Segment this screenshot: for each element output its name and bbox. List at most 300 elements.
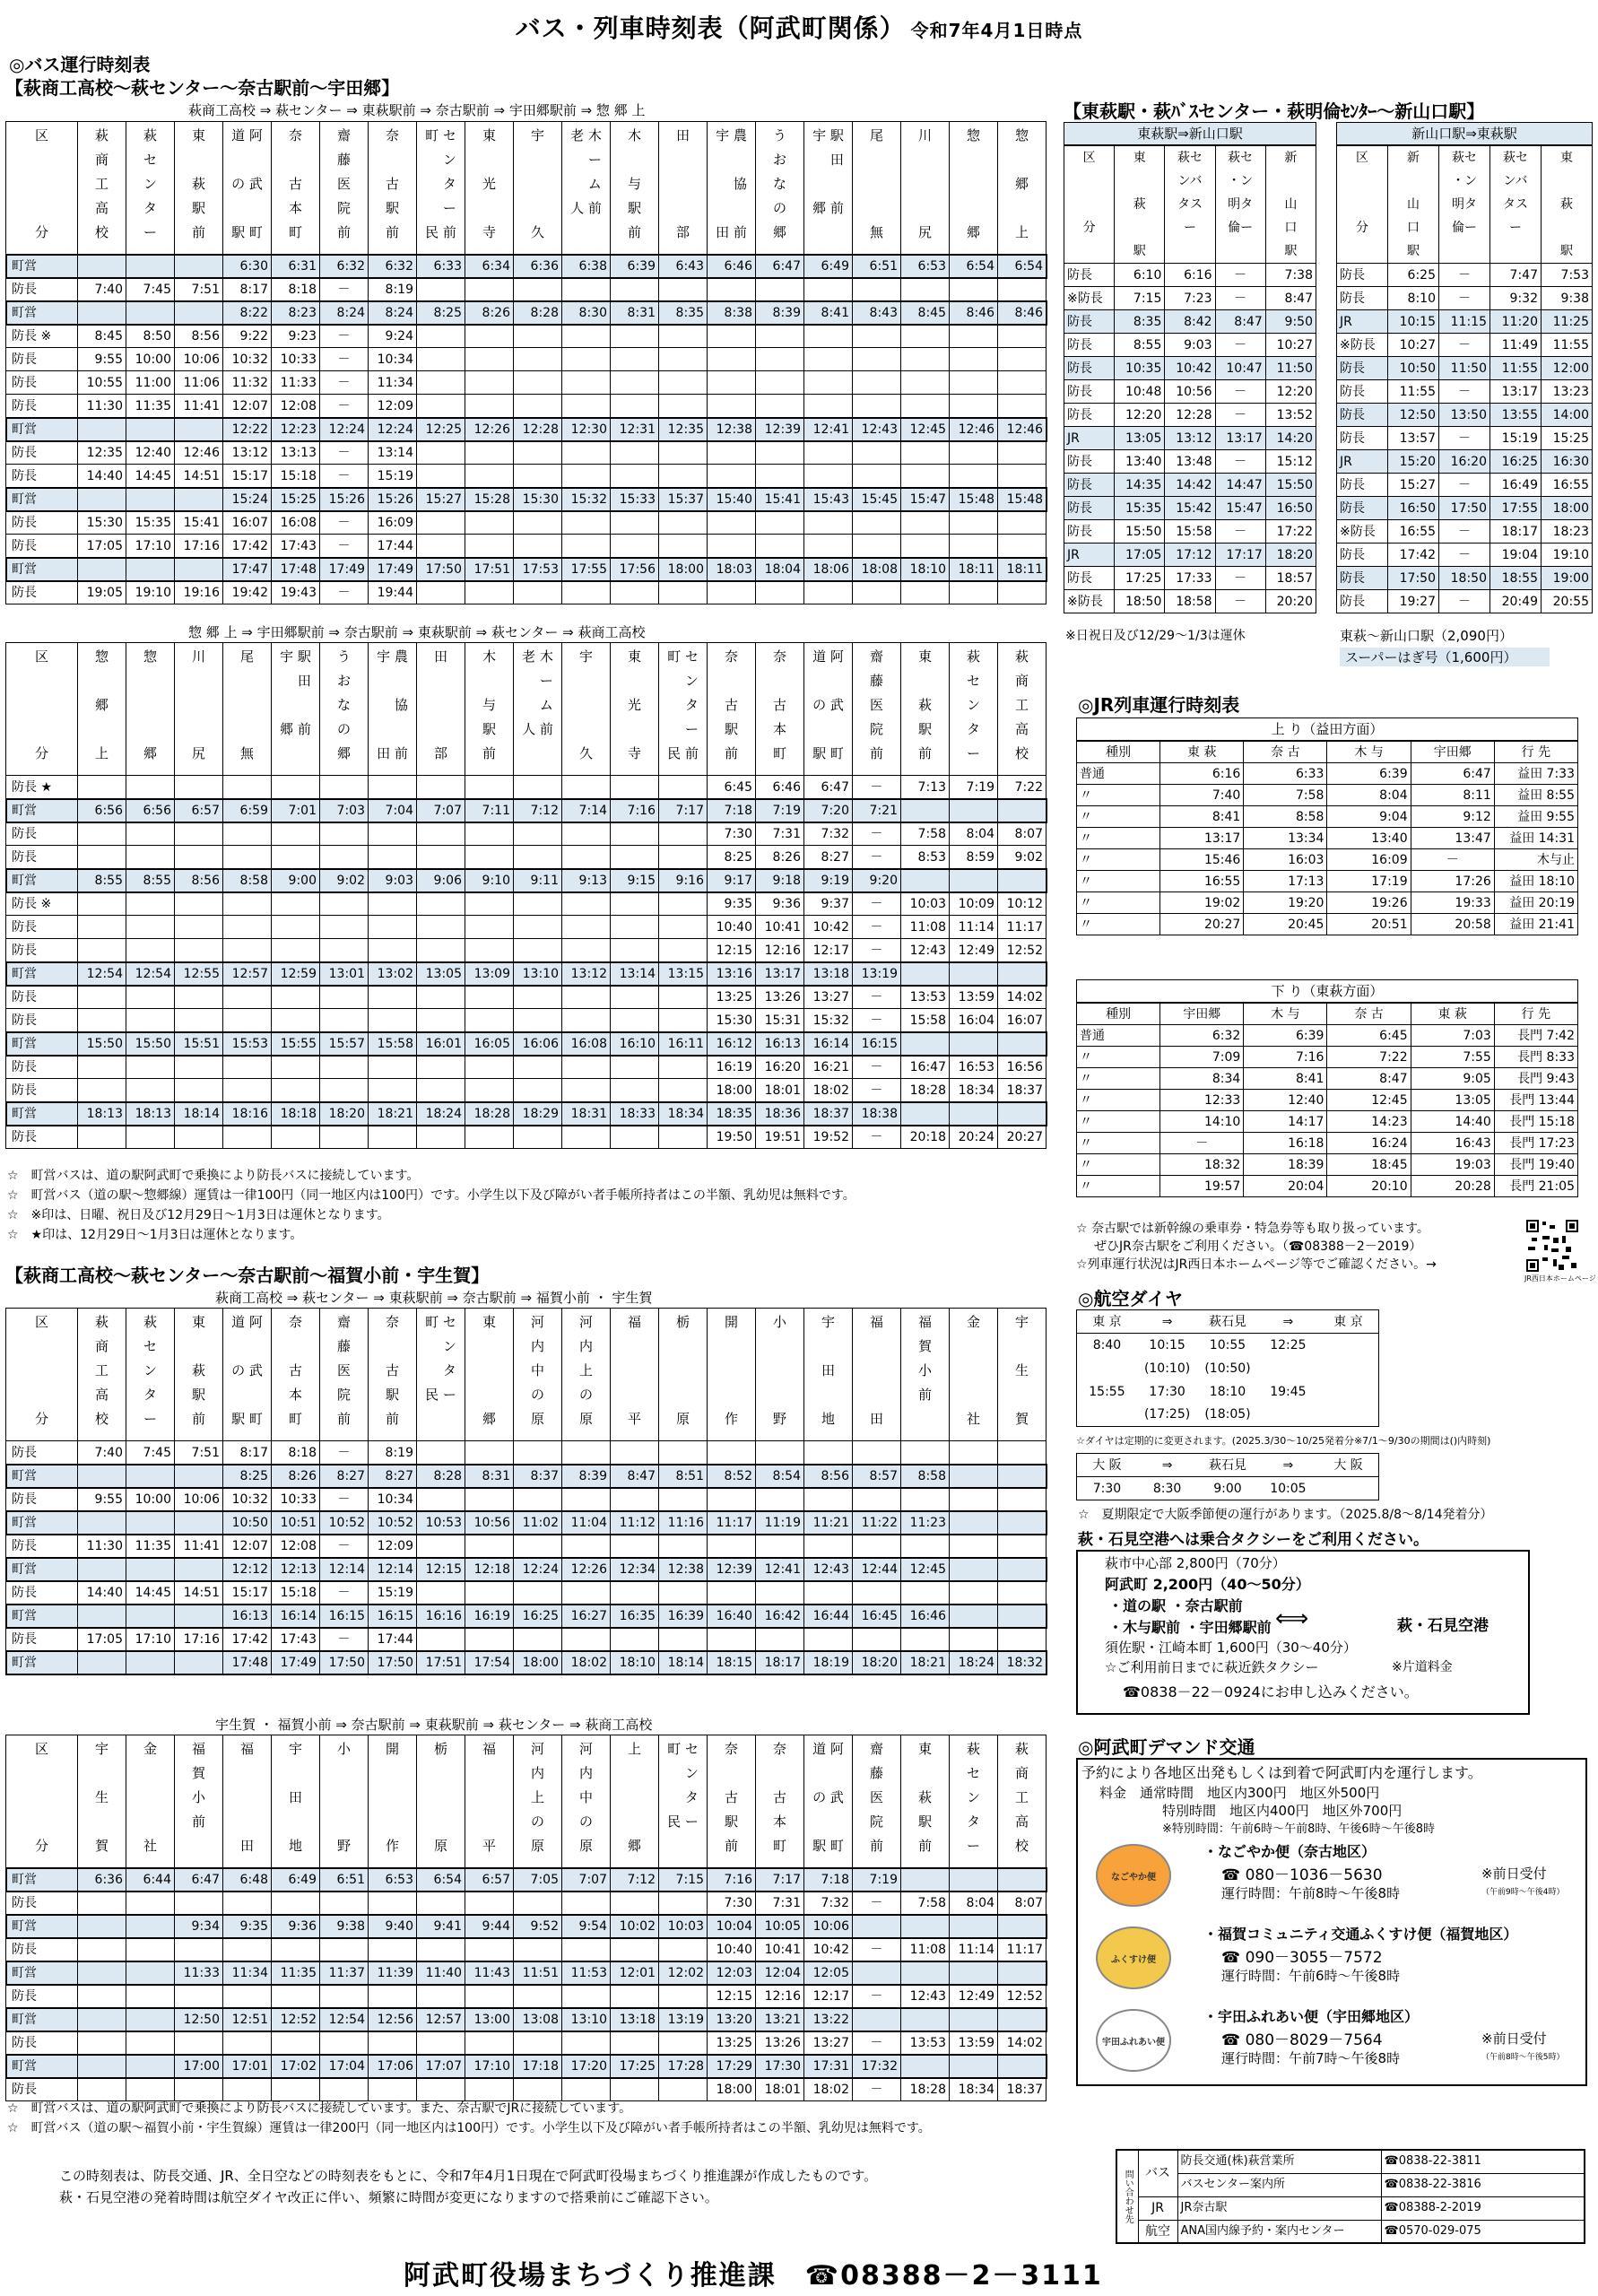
time-cell: 6:46 — [756, 776, 804, 799]
time-cell — [78, 301, 126, 325]
table-cell: 11:25 — [1542, 310, 1593, 334]
time-cell: 16:53 — [950, 1056, 998, 1079]
time-cell: 18:03 — [708, 558, 756, 581]
time-cell — [998, 1032, 1047, 1056]
time-cell — [901, 395, 950, 418]
table-cell: 益田 20:19 — [1494, 892, 1577, 914]
time-cell — [223, 986, 272, 1009]
air-osaka-table — [1076, 1453, 1379, 1500]
time-cell: 13:26 — [756, 2031, 804, 2055]
time-cell — [853, 1488, 901, 1511]
time-cell — [998, 1488, 1047, 1511]
table-cell: 14:23 — [1327, 1111, 1411, 1133]
time-cell — [175, 822, 223, 846]
time-cell — [562, 939, 611, 962]
time-cell: 10:41 — [756, 1938, 804, 1961]
time-cell — [611, 1079, 659, 1102]
time-cell — [417, 371, 465, 395]
time-cell: 6:32 — [369, 255, 417, 278]
time-cell: 12:05 — [804, 1961, 853, 1985]
contact-name: JR奈古駅 — [1177, 2196, 1381, 2220]
table-cell: － — [1439, 544, 1490, 567]
table-cell: 17:50 — [1439, 497, 1490, 520]
time-cell: 17:54 — [465, 1651, 514, 1674]
timetable-row — [6, 1009, 1047, 1032]
service-logo-1 — [1096, 1926, 1171, 1989]
table-cell: 12:50 — [1388, 404, 1439, 427]
time-cell — [175, 1009, 223, 1032]
time-cell: 8:55 — [126, 869, 175, 892]
table-cell: 18:50 — [1115, 590, 1165, 613]
operator-label: 防長 — [6, 1009, 78, 1032]
stop-header: 福 平 — [611, 1309, 659, 1441]
time-cell — [320, 1938, 369, 1961]
time-cell — [659, 1056, 708, 1079]
time-cell — [175, 1985, 223, 2008]
air-note1: ☆ダイヤは定期的に変更されます。(2025.3/30～10/25発着分※7/1～9/30の期間は()内時刻) — [1076, 1435, 1491, 1447]
time-cell: 15:28 — [465, 488, 514, 511]
contact-name: ANA国内線予約・案内センター — [1177, 2220, 1381, 2243]
time-cell — [562, 1581, 611, 1605]
stop-header: 宇 農 協 田 前 — [708, 122, 756, 255]
timetable-row — [6, 325, 1047, 348]
time-cell — [611, 1581, 659, 1605]
time-cell — [514, 1985, 562, 2008]
time-cell: 12:38 — [659, 1558, 708, 1581]
stop-header: 道 阿 の 武 駅 町 — [804, 1735, 853, 1868]
table-cell: 19:27 — [1388, 590, 1439, 613]
time-cell: 15:18 — [272, 465, 320, 488]
time-cell: 20:18 — [901, 1126, 950, 1149]
time-cell: 13:02 — [369, 962, 417, 986]
route2-outbound-table — [5, 1308, 1047, 1674]
table-cell — [1258, 1404, 1318, 1427]
time-cell: 15:48 — [950, 488, 998, 511]
time-cell: 15:19 — [369, 465, 417, 488]
time-cell — [126, 939, 175, 962]
time-cell — [417, 1126, 465, 1149]
table-cell: 6:33 — [1244, 763, 1327, 785]
time-cell — [756, 278, 804, 301]
time-cell: 12:35 — [78, 441, 126, 465]
route2-inbound-table — [5, 1735, 1047, 2101]
time-cell — [804, 348, 853, 371]
table-cell: 6:25 — [1388, 264, 1439, 287]
table-cell: 15:55 — [1089, 1384, 1125, 1399]
table-cell: 18:39 — [1244, 1154, 1327, 1176]
table-cell: 14:42 — [1165, 474, 1215, 497]
time-cell: 9:52 — [514, 1915, 562, 1938]
shinyama-left-subtitle: 東萩駅⇒新山口駅 — [1064, 122, 1316, 145]
table-row — [1337, 310, 1593, 334]
time-cell: 15:41 — [756, 488, 804, 511]
time-cell: 6:32 — [320, 255, 369, 278]
time-cell: 8:47 — [611, 1465, 659, 1488]
time-cell — [465, 2031, 514, 2055]
time-cell: 17:50 — [417, 558, 465, 581]
time-cell: 10:33 — [272, 348, 320, 371]
time-cell: 13:25 — [708, 2031, 756, 2055]
time-cell — [950, 1535, 998, 1558]
time-cell — [659, 1488, 708, 1511]
table-cell: 防長 — [1337, 357, 1388, 380]
column-header: ⇒ — [1258, 1310, 1318, 1334]
time-cell: 17:04 — [320, 2055, 369, 2078]
time-cell — [465, 916, 514, 939]
time-cell: 15:18 — [272, 1581, 320, 1605]
time-cell: 18:29 — [514, 1102, 562, 1126]
time-cell — [417, 1079, 465, 1102]
time-cell: 8:55 — [78, 869, 126, 892]
table-row — [1064, 450, 1316, 474]
table-row — [1077, 1090, 1578, 1111]
time-cell — [320, 1009, 369, 1032]
column-header: 種別 — [1077, 1004, 1160, 1025]
table-cell: 18:45 — [1327, 1154, 1411, 1176]
table-cell: 6:47 — [1411, 763, 1494, 785]
shinyama-right-subtitle: 新山口駅⇒東萩駅 — [1336, 122, 1593, 145]
operator-label: 防長 — [6, 1488, 78, 1511]
time-cell — [901, 511, 950, 535]
service-note: ※前日受付 — [1481, 2031, 1547, 2047]
time-cell — [223, 2078, 272, 2101]
stop-header: 東 萩 駅 前 — [901, 1735, 950, 1868]
time-cell: 11:17 — [998, 1938, 1047, 1961]
table-row — [1337, 474, 1593, 497]
time-cell — [175, 1511, 223, 1535]
time-cell: － — [320, 348, 369, 371]
time-cell: 12:23 — [272, 418, 320, 441]
table-cell: 6:45 — [1327, 1025, 1411, 1047]
time-cell — [223, 846, 272, 869]
time-cell: 12:03 — [708, 1961, 756, 1985]
time-cell: 12:15 — [417, 1558, 465, 1581]
time-cell: 8:57 — [853, 1465, 901, 1488]
operator-label: 町営 — [6, 558, 78, 581]
time-cell: 7:32 — [804, 1892, 853, 1915]
time-cell — [562, 846, 611, 869]
time-cell — [998, 1868, 1047, 1892]
time-cell: 15:30 — [78, 511, 126, 535]
column-header: 大 阪 — [1077, 1454, 1137, 1477]
time-cell — [417, 1581, 465, 1605]
time-cell: 10:05 — [756, 1915, 804, 1938]
table-cell: 15:50 — [1115, 520, 1165, 544]
time-cell: 17:28 — [659, 2055, 708, 2078]
time-cell — [804, 278, 853, 301]
table-cell: 9:32 — [1490, 287, 1542, 310]
table-cell: 8:40 — [1092, 1337, 1122, 1352]
table-row — [1077, 1404, 1379, 1427]
table-cell: 13:05 — [1411, 1090, 1494, 1111]
timetable-row — [6, 535, 1047, 558]
column-header: 萩セ ・ン 明タ 倫ー — [1439, 146, 1490, 264]
time-cell — [853, 581, 901, 604]
table-cell: 9:03 — [1165, 334, 1215, 357]
time-cell — [320, 776, 369, 799]
stop-header: 奈 古 本 町 — [756, 643, 804, 776]
time-cell — [901, 1628, 950, 1651]
table-cell: 8:04 — [1327, 785, 1411, 806]
time-cell: 17:51 — [417, 1651, 465, 1674]
operator-label: 防長 ※ — [6, 892, 78, 916]
table-cell: 〃 — [1077, 1154, 1160, 1176]
time-cell — [272, 892, 320, 916]
timetable-row — [6, 869, 1047, 892]
time-cell: 12:12 — [223, 1558, 272, 1581]
time-cell: 10:41 — [756, 916, 804, 939]
header-row — [1077, 1310, 1379, 1334]
jr-notes: ☆ 奈古駅では新幹線の乗車券・特急券等も取り扱っています。 ぜひJR奈古駅をご利用ください。（☎08388－2－2019） ☆列車運行状況はJR西日本ホームページ等でご確認ください。→ — [1076, 1222, 1437, 1272]
table-cell: － — [1215, 380, 1265, 404]
time-cell — [465, 581, 514, 604]
time-cell — [126, 1938, 175, 1961]
route2-title: 【萩商工高校～萩センター～奈古駅前～福賀小前・宇生賀】 — [5, 1265, 490, 1286]
time-cell — [514, 1938, 562, 1961]
column-header: 新 山 口 駅 — [1265, 146, 1316, 264]
time-cell: 18:04 — [756, 558, 804, 581]
stop-header: 宇 駅 田 郷 前 — [804, 122, 853, 255]
table-row — [1337, 334, 1593, 357]
time-cell — [708, 535, 756, 558]
service-phone: ☎ 090－3055－7572 — [1221, 1949, 1383, 1967]
table-cell: 長門 9:43 — [1494, 1068, 1577, 1090]
time-cell — [320, 2078, 369, 2101]
time-cell — [272, 822, 320, 846]
table-row — [1077, 871, 1578, 892]
time-cell: 18:02 — [804, 1079, 853, 1102]
time-cell — [853, 371, 901, 395]
time-cell — [901, 869, 950, 892]
time-cell — [756, 1535, 804, 1558]
table-cell: 防長 — [1337, 590, 1388, 613]
time-cell: 8:56 — [804, 1465, 853, 1488]
time-cell: 13:00 — [465, 2008, 514, 2031]
time-cell: 14:45 — [126, 465, 175, 488]
time-cell: 11:17 — [708, 1511, 756, 1535]
time-cell: 9:35 — [223, 1915, 272, 1938]
table-cell: 8:47 — [1265, 287, 1316, 310]
time-cell: 15:53 — [223, 1032, 272, 1056]
table-cell: 11:55 — [1490, 357, 1542, 380]
time-cell — [950, 348, 998, 371]
table-cell: 17:19 — [1327, 871, 1411, 892]
table-cell: 7:09 — [1160, 1047, 1244, 1068]
table-row — [1337, 380, 1593, 404]
column-header: 東 萩 駅 — [1542, 146, 1593, 264]
stop-header: 区 分 — [6, 1735, 78, 1868]
table-cell: 9:00 — [1213, 1481, 1242, 1496]
time-cell — [78, 488, 126, 511]
jr-qr-code[interactable] — [1526, 1220, 1578, 1272]
time-cell: 18:35 — [708, 1102, 756, 1126]
table-row — [1077, 1133, 1578, 1154]
time-cell: 19:42 — [223, 581, 272, 604]
time-cell — [175, 2031, 223, 2055]
table-cell: － — [1215, 334, 1265, 357]
time-cell — [175, 1465, 223, 1488]
time-cell: 13:59 — [950, 986, 998, 1009]
time-cell: 6:38 — [562, 255, 611, 278]
time-cell — [514, 1535, 562, 1558]
header-row — [1337, 146, 1593, 264]
table-cell: 普通 — [1077, 763, 1160, 785]
table-cell: JR — [1064, 427, 1115, 450]
table-cell: 17:33 — [1165, 567, 1215, 590]
stop-header: 福 田 — [853, 1309, 901, 1441]
shinyama-note: ※日祝日及び12/29～1/3は運休 — [1065, 629, 1246, 643]
time-cell: 15:27 — [417, 488, 465, 511]
time-cell: 16:08 — [272, 511, 320, 535]
time-cell: 13:12 — [562, 962, 611, 986]
contact-phone: ☎0838-22-3816 — [1381, 2173, 1585, 2196]
column-header: ⇒ — [1137, 1310, 1197, 1334]
timetable-row — [6, 962, 1047, 986]
table-cell: 10:47 — [1215, 357, 1265, 380]
time-cell: 9:41 — [417, 1915, 465, 1938]
time-cell: 15:17 — [223, 465, 272, 488]
table-cell: 13:57 — [1388, 427, 1439, 450]
stop-header: 河 内 上 の 原 — [562, 1309, 611, 1441]
time-cell: 17:06 — [369, 2055, 417, 2078]
time-cell: 8:26 — [756, 846, 804, 869]
footer-contact-main: 阿武町役場まちづくり推進課 ☎08388－2－3111 — [404, 2260, 1103, 2292]
time-cell: 16:35 — [611, 1605, 659, 1628]
shinyama-fare: 東萩～新山口駅（2,090円） — [1340, 628, 1513, 644]
time-cell — [611, 1938, 659, 1961]
time-cell: 6:46 — [708, 255, 756, 278]
time-cell — [78, 2031, 126, 2055]
time-cell: 12:38 — [708, 418, 756, 441]
time-cell — [417, 2031, 465, 2055]
table-cell: 13:52 — [1265, 404, 1316, 427]
time-cell: 11:23 — [901, 1511, 950, 1535]
time-cell: 8:43 — [853, 301, 901, 325]
table-cell: 14:00 — [1542, 404, 1593, 427]
time-cell — [659, 511, 708, 535]
time-cell: 8:22 — [223, 301, 272, 325]
note-line: ☆ ※印は、日曜、祝日及び12月29日～1月3日は運休となります。 — [7, 1208, 390, 1222]
time-cell: 11:00 — [126, 371, 175, 395]
time-cell — [272, 916, 320, 939]
time-cell — [126, 301, 175, 325]
time-cell — [417, 511, 465, 535]
time-cell — [611, 535, 659, 558]
contact-type: バス — [1138, 2150, 1177, 2196]
time-cell — [950, 1102, 998, 1126]
time-cell — [369, 2031, 417, 2055]
table-cell: 〃 — [1077, 1047, 1160, 1068]
table-cell: 13:47 — [1411, 828, 1494, 849]
column-header: 区 分 — [1064, 146, 1115, 264]
time-cell: 7:40 — [78, 278, 126, 301]
stop-header: 齋 藤 医 院 前 — [853, 643, 901, 776]
time-cell — [562, 348, 611, 371]
time-cell: 7:30 — [708, 822, 756, 846]
time-cell — [901, 1032, 950, 1056]
qr-caption: JR西日本ホームページ — [1524, 1274, 1596, 1283]
time-cell — [369, 1079, 417, 1102]
time-cell: 9:55 — [78, 348, 126, 371]
time-cell: 16:13 — [223, 1605, 272, 1628]
time-cell — [126, 1056, 175, 1079]
stop-header: 福 賀 小 前 — [901, 1309, 950, 1441]
time-cell: 16:44 — [804, 1605, 853, 1628]
time-cell: 16:21 — [804, 1056, 853, 1079]
time-cell — [417, 1009, 465, 1032]
table-row — [1337, 404, 1593, 427]
time-cell — [465, 511, 514, 535]
time-cell — [756, 511, 804, 535]
stop-header: 宇 生 賀 — [78, 1735, 126, 1868]
time-cell: 6:47 — [175, 1868, 223, 1892]
time-cell: 18:34 — [659, 1102, 708, 1126]
table-cell: 11:15 — [1439, 310, 1490, 334]
time-cell: － — [853, 1985, 901, 2008]
time-cell: 8:17 — [223, 278, 272, 301]
time-cell — [78, 1126, 126, 1149]
time-cell — [223, 1985, 272, 2008]
table-row — [1077, 1068, 1578, 1090]
table-cell: 13:50 — [1439, 404, 1490, 427]
table-cell: 10:27 — [1388, 334, 1439, 357]
time-cell — [611, 1488, 659, 1511]
time-cell: 8:25 — [708, 846, 756, 869]
time-cell: 8:27 — [369, 1465, 417, 1488]
table-cell: 〃 — [1077, 914, 1160, 935]
time-cell — [853, 441, 901, 465]
route2-in-flow: 宇生賀 ・ 福賀小前 ⇒ 奈古駅前 ⇒ 東萩駅前 ⇒ 萩センター ⇒ 萩商工高校 — [215, 1717, 653, 1733]
time-cell: 11:14 — [950, 1938, 998, 1961]
timetable-row — [6, 488, 1047, 511]
time-cell — [223, 1056, 272, 1079]
table-cell: 防長 — [1064, 264, 1115, 287]
time-cell: 17:49 — [369, 558, 417, 581]
table-cell: － — [1439, 334, 1490, 357]
time-cell: 13:27 — [804, 986, 853, 1009]
time-cell: 17:31 — [804, 2055, 853, 2078]
table-cell: 長門 17:23 — [1494, 1133, 1577, 1154]
time-cell: 7:12 — [611, 1868, 659, 1892]
time-cell: 17:29 — [708, 2055, 756, 2078]
operator-label: 防長 — [6, 1581, 78, 1605]
stop-header: 惣 郷 — [126, 643, 175, 776]
table-cell: 16:20 — [1439, 450, 1490, 474]
time-cell: 6:36 — [514, 255, 562, 278]
time-cell: 10:42 — [804, 916, 853, 939]
time-cell — [611, 822, 659, 846]
time-cell — [126, 1126, 175, 1149]
table-cell: 18:58 — [1165, 590, 1215, 613]
timetable-row — [6, 892, 1047, 916]
time-cell — [514, 581, 562, 604]
time-cell: 12:59 — [272, 962, 320, 986]
time-cell: 13:22 — [804, 2008, 853, 2031]
time-cell — [998, 1102, 1047, 1126]
table-cell: 防長 — [1064, 497, 1115, 520]
time-cell — [950, 371, 998, 395]
time-cell: － — [853, 1009, 901, 1032]
time-cell: 18:32 — [998, 1651, 1047, 1674]
time-cell — [998, 1628, 1047, 1651]
table-cell: 17:55 — [1490, 497, 1542, 520]
time-cell — [78, 1892, 126, 1915]
stop-header: 宇 田 地 — [804, 1309, 853, 1441]
time-cell — [465, 1488, 514, 1511]
time-cell — [756, 1628, 804, 1651]
table-cell: 19:03 — [1411, 1154, 1494, 1176]
table-cell: 12:25 — [1270, 1337, 1307, 1352]
